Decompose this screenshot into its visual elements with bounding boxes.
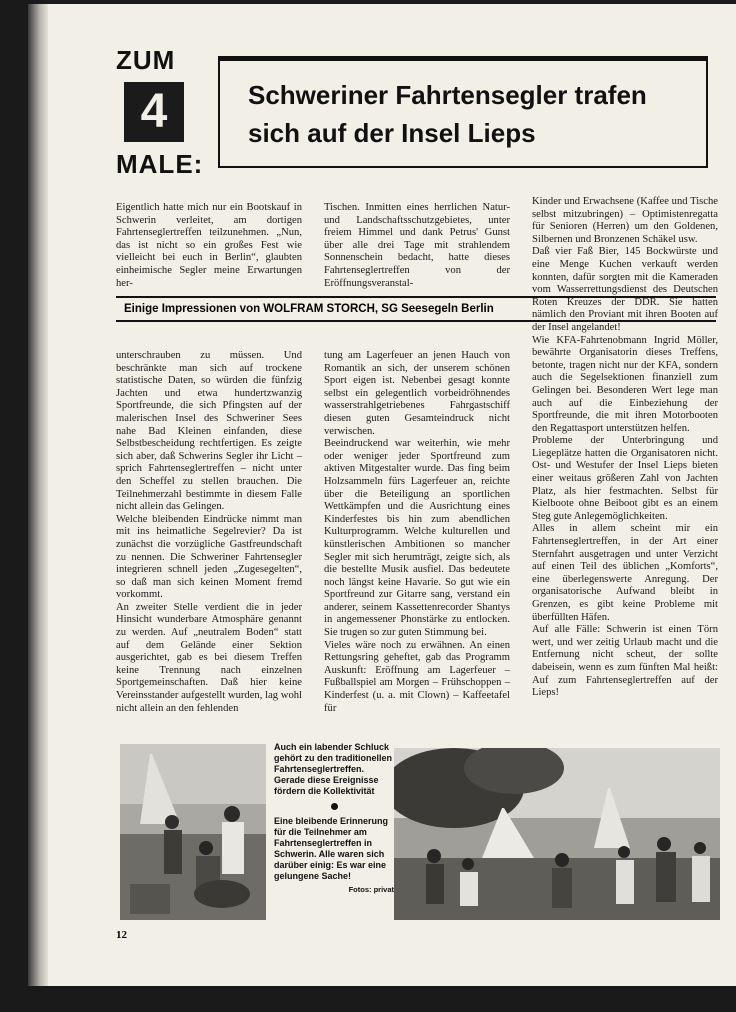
headline: Schweriner Fahrtensegler trafen sich auf der Insel Lieps xyxy=(248,79,647,148)
kicker-top: ZUM xyxy=(116,45,176,75)
headline-box xyxy=(218,56,708,168)
intro-paragraph: Tischen. Inmitten eines herrlichen Natur- und Landschaftsschutzgebietes, unter freiem Himmel und dank Petrus' Gunst über alle drei Tage mit strahlendem Sonnenschein bedacht, hatte dieses Fahrtenseglertreffen von der Eröffnungsveranstal- xyxy=(324,202,510,289)
paragraph: Beeindruckend war weiterhin, wie mehr oder weniger jeder Sportfreund zum aktiven Mitgestalter wurde. Das fing beim Holzsammeln fürs Lagerfeuer an, reichte über die Beteiligung an sportlichen Wettkämpfen und die Ausrichtung eines Kinderfestes bis hin zum abendlichen Kulturprogramm. Welche kulturellen und künstlerischen Ambitionen so mancher Segler mit sich herumträgt, zeigte sich, als die bestellte Musik ausfiel. Das bedeutete noch längst keine Havarie. So gut wie ein Sportfreund zur Gitarre sang, verstand ein anderer, seinem Kassettenrecorder Shantys in angemessener Phonstärke zu entlocken. Sie trugen so zur guten Stimmung bei. xyxy=(324,438,510,639)
page-spine-shadow xyxy=(28,4,48,986)
caption-second: Eine bleibende Erinnerung für die Teilnehmer am Fahrtenseglertreffen in Schwerin. Alle waren sich darüber einig: Es war eine gelungene Sache! xyxy=(274,816,389,881)
caption-first: Auch ein labender Schluck gehört zu den traditionellen Fahrtenseglertreffen. Gerade diese Ereignisse fördern die Kollektivität xyxy=(274,742,393,796)
body-column-3 xyxy=(532,196,718,700)
paragraph: Wie KFA-Fahrtenobmann Ingrid Möller, bewährte Organisatorin dieses Treffens, betonte, tragen nicht nur der KFA, sondern auch die Segelsektionen finanziell zum Gelingen bei. Besonderen Wert lege man auch auf die Einbeziehung der Sportfreunde, die mit ihren Motorbooten den Regattasport unterstützen helfen. xyxy=(532,334,718,434)
paragraph: An zweiter Stelle verdient die in jeder Hinsicht wunderbare Atmosphäre genannt zu werden. Auf „neutralem Boden“ statt auf dem Gelände einer Sektion ausgerichtet, gab es bei diesem Treffen keine Trennung nach einzelnen Sportgemeinschaften. Daß hier keine Vereinsstander aufgestellt wurden, lag wohl nicht allein an den fehlenden xyxy=(116,601,302,714)
photo-group-camp xyxy=(394,748,720,920)
magazine-page xyxy=(28,4,736,986)
paragraph: unterschrauben zu müssen. Und beschränkte man sich auf trockene statistische Daten, so würden die fünfzig Jachten und etwa hundertzwanzig Sportfreunde, die sich Pfingsten auf der malerischen Insel des Schweriner Sees nahe Bad Kleinen einfanden, diese Selbstbescheidung rechtfertigen. Es zeigte sich aber, daß Schwerins Segler ihr Licht – sprich Fahrtenseglertreffen – nicht unter den Scheffel zu stellen brauchen. Die Teilnehmerzahl bestimmte in diesem Falle nicht allein das Gelingen. xyxy=(116,350,302,513)
intro-paragraph: Eigentlich hatte mich nur ein Bootskauf in Schwerin verleitet, am dortigen Fahrtenseglertreffen teilzunehmen. „Nun, das ist nicht so ein großes Fest wie vielleicht bei euch in Berlin“, glaubten einheimische Segler meine Erwartungen her- xyxy=(116,202,302,289)
intro-column-2 xyxy=(324,202,510,290)
byline: Einige Impressionen von WOLFRAM STORCH, SG Seesegeln Berlin xyxy=(116,296,716,322)
paragraph: Alles in allem scheint mir ein Fahrtenseglertreffen, in der Art einer Sternfahrt ausgetragen und unter Verzicht auf einen Teil des üblichen „Komforts“, eine überlegenswerte Anregung. Der organisatorische Aufwand bleibt in Grenzen, es gibt keine Probleme mit überfüllten Häfen. xyxy=(532,523,718,623)
kicker-number: 4 xyxy=(124,82,184,142)
kicker xyxy=(116,46,214,178)
kicker-bottom: MALE: xyxy=(116,149,204,179)
photo-group-camp-image xyxy=(394,748,720,920)
photo-captions xyxy=(274,742,394,895)
paragraph: Kinder und Erwachsene (Kaffee und Tische selbst mitzubringen) – Optimistenregatta für Senioren (Herren) um den Goldenen, Silbernen und Bronzenen Schäkel usw. xyxy=(532,196,718,245)
bullet-dot xyxy=(331,803,338,810)
photo-sailors-drinking xyxy=(120,744,266,920)
body-column-1 xyxy=(116,350,302,715)
paragraph: Welche bleibenden Eindrücke nimmt man mit ins heimatliche Segelrevier? Da ist zunächst die vorzügliche Gastfreundschaft zu nennen. Die Schweriner Fahrtensegler integrieren schnell jeden „Zugesegelten“, so daß man sich keinen Moment fremd vorkommt. xyxy=(116,513,302,601)
paragraph: Vieles wäre noch zu erwähnen. An einen Rettungsring geheftet, gab das Programm Auskunft: Eröffnung am Lagerfeuer – Fußballspiel am Morgen – Frühschoppen – Kinderfest (u. a. mit Clown) – Kaffeetafel für xyxy=(324,639,510,714)
photo-sailors-drinking-image xyxy=(120,744,266,920)
paragraph: tung am Lagerfeuer an jenen Hauch von Romantik an sich, der unserem schönen Sport eigen ist. Nebenbei gesagt konnte selbst ein gelegentlich vorbeidröhnendes wasserstrahlgetriebenes Fahrgastschiff diesen guten Gesamteindruck nicht verwischen. xyxy=(324,350,510,437)
body-column-2 xyxy=(324,350,510,715)
paragraph: Daß vier Faß Bier, 145 Bockwürste und eine Menge Kuchen verkauft werden konnten, dafür sorgten mit die Kameraden vom Wasserrettungsdienst des Deutschen Roten Kreuzes der DDR. Sie hatten nämlich den Proviant mit ihren Booten auf der Insel angelandet! xyxy=(532,246,718,333)
paragraph: Auf alle Fälle: Schwerin ist einen Törn wert, und wer zeitig Urlaub macht und die Entfernung nicht scheut, der sollte dabeisein, wenn es zum fünften Mal heißt: Auf zum Fahrtenseglertreffen auf der Lieps! xyxy=(532,624,718,699)
paragraph: Probleme der Unterbringung und Liegeplätze hatten die Organisatoren nicht. Ost- und Westufer der Insel Lieps bieten einer weitaus größeren Zahl von Jachten Platz, als hier festmachten. Selbst für Kielboote ohne Beiboot gibt es an einem Steg gute Anlegemöglichkeiten. xyxy=(532,435,718,522)
photo-credit: Fotos: privat xyxy=(348,885,394,894)
intro-column-1 xyxy=(116,202,302,290)
page-number: 12 xyxy=(116,929,127,941)
